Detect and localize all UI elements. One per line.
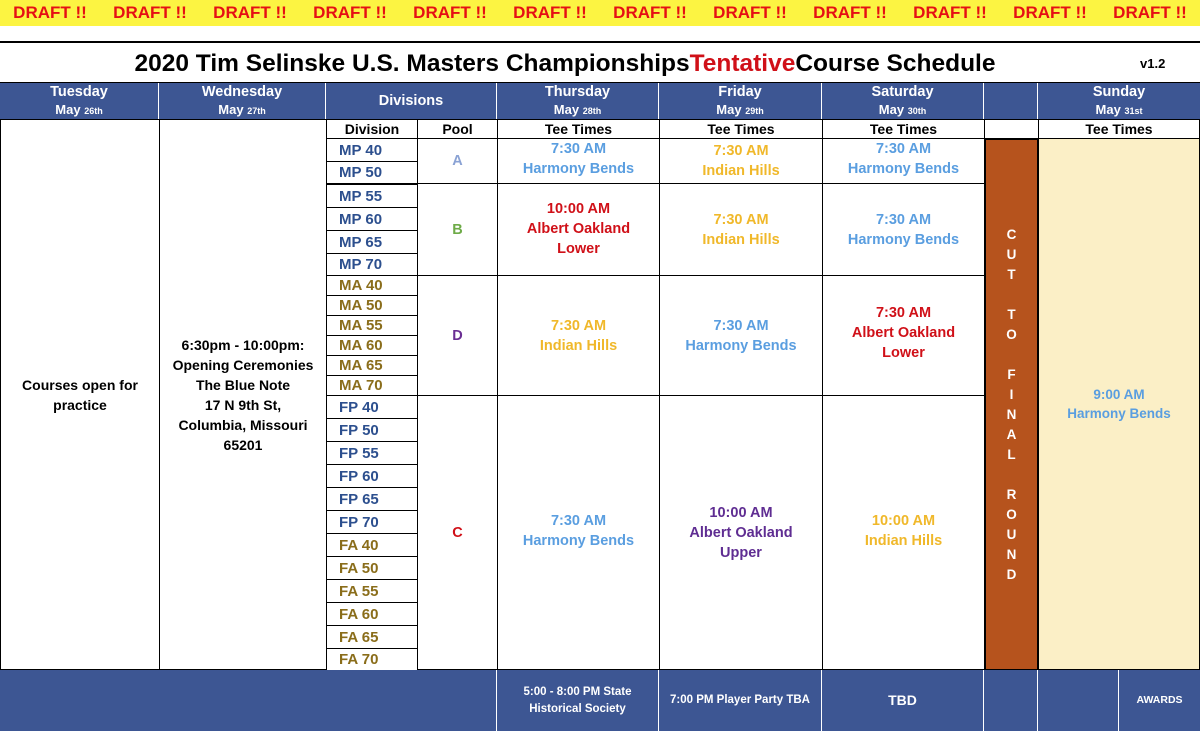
- tee-a-friday-time: 7:30 AM: [713, 143, 769, 159]
- pool-c: [417, 395, 498, 670]
- division-mp-50: MP 50: [326, 161, 418, 184]
- tee-b-friday-time: 7:30 AM: [713, 211, 769, 228]
- tee-b-thursday-course: Albert Oakland: [526, 220, 631, 237]
- subheader-tee-friday: Tee Times: [659, 119, 823, 139]
- draft-label: DRAFT !!: [113, 3, 187, 22]
- wednesday-line-3: The Blue Note: [195, 376, 291, 393]
- header-saturday-day: Saturday: [871, 83, 934, 100]
- pool-a-label: A: [452, 153, 463, 169]
- header-blank: [984, 83, 1038, 119]
- header-sunday-day: Sunday: [1092, 83, 1146, 100]
- cut-letter: T: [1007, 266, 1016, 282]
- draft-label: DRAFT !!: [313, 3, 387, 22]
- subheader-pool: Pool: [417, 119, 498, 139]
- cut-letter: I: [1009, 386, 1014, 402]
- tee-d-thursday: [497, 275, 660, 396]
- header-sunday: [1038, 83, 1200, 119]
- banner-spacer: [0, 26, 1200, 43]
- subheader-tee-saturday: Tee Times: [822, 119, 985, 139]
- pool-b-label: B: [452, 221, 463, 238]
- header-saturday-date: May 30th: [878, 101, 927, 117]
- footer-thursday: [497, 670, 659, 731]
- cut-letter: F: [1007, 366, 1016, 382]
- division-fa-55: FA 55: [326, 579, 418, 603]
- draft-label: DRAFT !!: [13, 3, 87, 22]
- tee-d-thursday-course: Indian Hills: [539, 337, 618, 354]
- division-fp-55: FP 55: [326, 441, 418, 465]
- cut-to-final-round: [985, 139, 1038, 670]
- header-thursday-day: Thursday: [544, 83, 611, 100]
- division-ma-65: MA 65: [326, 355, 418, 376]
- cut-letter: T: [1007, 306, 1016, 322]
- tee-d-saturday: [822, 275, 985, 396]
- draft-label: DRAFT !!: [813, 3, 887, 22]
- tee-d-saturday-course-detail: Lower: [882, 344, 925, 361]
- footer-thursday-line-1: 5:00 - 8:00 PM State: [523, 685, 632, 698]
- header-tuesday: [0, 83, 159, 119]
- cut-letter: U: [1006, 526, 1017, 542]
- division-fp-70: FP 70: [326, 510, 418, 534]
- tuesday-cell: [0, 119, 160, 670]
- cut-letter: D: [1006, 566, 1017, 582]
- tee-b-friday-course: Indian Hills: [702, 231, 780, 248]
- draft-banner: [0, 0, 1200, 26]
- tuesday-line-1: Courses open for: [22, 376, 138, 393]
- tee-a-saturday: [822, 138, 985, 184]
- tee-d-saturday-course: Albert Oakland: [851, 324, 956, 341]
- tee-c-friday-time: 10:00 AM: [709, 504, 773, 521]
- tee-d-friday-time: 7:30 AM: [713, 317, 769, 334]
- tee-b-thursday-course-detail: Lower: [557, 240, 600, 257]
- footer-saturday: TBD: [822, 670, 984, 731]
- cut-letter: O: [1006, 326, 1017, 342]
- wednesday-line-4: 17 N 9th St,: [204, 396, 282, 413]
- pool-c-label: C: [452, 524, 463, 541]
- footer-friday: 7:00 PM Player Party TBA: [659, 670, 822, 731]
- division-fa-70: FA 70: [326, 648, 418, 671]
- title-row: [0, 44, 1200, 83]
- division-ma-50: MA 50: [326, 295, 418, 316]
- tee-c-friday: [659, 395, 823, 670]
- division-fp-60: FP 60: [326, 464, 418, 488]
- footer-sunday-blank: [1038, 670, 1119, 731]
- wednesday-line-2: Opening Ceremonies: [172, 356, 314, 373]
- division-ma-70: MA 70: [326, 375, 418, 396]
- tee-c-thursday: [497, 395, 660, 670]
- division-fa-60: FA 60: [326, 602, 418, 626]
- division-fp-65: FP 65: [326, 487, 418, 511]
- pool-a: [417, 138, 498, 184]
- header-thursday: [497, 83, 659, 119]
- division-mp-40: MP 40: [326, 138, 418, 162]
- header-friday-date: May 29th: [716, 101, 764, 117]
- header-thursday-date: May 28th: [553, 101, 602, 117]
- draft-label: DRAFT !!: [613, 3, 687, 22]
- tee-c-saturday-time: 10:00 AM: [871, 512, 936, 529]
- division-ma-60: MA 60: [326, 335, 418, 356]
- pool-b: [417, 183, 498, 276]
- division-fa-50: FA 50: [326, 556, 418, 580]
- division-ma-55: MA 55: [326, 315, 418, 336]
- tee-a-thursday-course: Harmony Bends: [522, 161, 635, 177]
- tee-a-thursday-time: 7:30 AM: [550, 141, 607, 157]
- tee-a-saturday-time: 7:30 AM: [875, 141, 932, 157]
- tee-b-thursday: [497, 183, 660, 276]
- header-saturday: [822, 83, 984, 119]
- division-fp-40: FP 40: [326, 395, 418, 419]
- tee-a-friday: [659, 138, 823, 184]
- sunday-time: 9:00 AM: [1093, 387, 1145, 402]
- draft-label: DRAFT !!: [913, 3, 987, 22]
- header-divisions-label: Divisions: [378, 93, 444, 109]
- draft-label: DRAFT !!: [1113, 3, 1187, 22]
- wednesday-line-5: Columbia, Missouri: [178, 416, 308, 433]
- cut-letter: A: [1006, 426, 1017, 442]
- wednesday-cell: [159, 119, 327, 670]
- tee-a-friday-course: Indian Hills: [702, 163, 780, 179]
- header-sunday-date: May 31st: [1095, 101, 1143, 117]
- header-friday: [659, 83, 822, 119]
- division-mp-60: MP 60: [326, 207, 418, 231]
- tee-b-saturday-time: 7:30 AM: [875, 211, 932, 228]
- cut-letter: O: [1006, 506, 1017, 522]
- subheader-tee-sunday: Tee Times: [1038, 119, 1200, 139]
- pool-d: [417, 275, 498, 396]
- cut-letter: C: [1006, 226, 1017, 242]
- subheader-blank: [984, 119, 1039, 139]
- tee-a-saturday-course: Harmony Bends: [847, 161, 960, 177]
- tee-c-friday-course-detail: Upper: [720, 544, 762, 561]
- division-fp-50: FP 50: [326, 418, 418, 442]
- header-tuesday-day: Tuesday: [50, 83, 108, 100]
- draft-label: DRAFT !!: [413, 3, 487, 22]
- cut-letter: R: [1006, 486, 1017, 502]
- division-mp-65: MP 65: [326, 230, 418, 254]
- tee-d-saturday-time: 7:30 AM: [875, 304, 932, 321]
- pool-d-label: D: [452, 327, 463, 344]
- draft-label: DRAFT !!: [213, 3, 287, 22]
- tee-d-friday-course: Harmony Bends: [685, 337, 797, 354]
- version-label: v1.2: [1140, 56, 1166, 71]
- subheader-tee-thursday: Tee Times: [497, 119, 660, 139]
- footer-left: [0, 670, 497, 731]
- header-tuesday-date: May 26th: [55, 101, 103, 117]
- division-fa-65: FA 65: [326, 625, 418, 649]
- tuesday-line-2: practice: [53, 396, 107, 413]
- title-tentative: Tentative: [689, 49, 796, 77]
- footer-awards: AWARDS: [1119, 670, 1200, 731]
- wednesday-line-1: 6:30pm - 10:00pm:: [181, 336, 305, 353]
- sunday-course: Harmony Bends: [1067, 406, 1171, 421]
- tee-b-thursday-time: 10:00 AM: [546, 200, 611, 217]
- draft-label: DRAFT !!: [1013, 3, 1087, 22]
- tee-a-thursday: [497, 138, 660, 184]
- header-friday-day: Friday: [718, 83, 762, 100]
- cut-letter: U: [1006, 246, 1017, 262]
- tee-c-saturday-course: Indian Hills: [864, 532, 943, 549]
- header-wednesday-day: Wednesday: [201, 83, 283, 100]
- header-wednesday-date: May 27th: [218, 101, 266, 117]
- tee-d-thursday-time: 7:30 AM: [550, 317, 607, 334]
- division-fa-40: FA 40: [326, 533, 418, 557]
- division-mp-70: MP 70: [326, 253, 418, 276]
- title-part-2: Course Schedule: [795, 49, 996, 77]
- tee-d-friday: [659, 275, 823, 396]
- sunday-tee-block: [1038, 138, 1200, 670]
- tee-b-friday: [659, 183, 823, 276]
- draft-label: DRAFT !!: [513, 3, 587, 22]
- tee-b-saturday-course: Harmony Bends: [847, 231, 960, 248]
- footer-thursday-line-2: Historical Society: [529, 702, 626, 715]
- subheader-division: Division: [326, 119, 418, 139]
- division-mp-55: MP 55: [326, 184, 418, 208]
- tee-c-thursday-course: Harmony Bends: [522, 532, 635, 549]
- cut-letter: N: [1006, 406, 1017, 422]
- division-ma-40: MA 40: [326, 275, 418, 296]
- tee-c-friday-course: Albert Oakland: [689, 524, 793, 541]
- header-divisions: [326, 83, 497, 119]
- cut-letter: L: [1007, 446, 1016, 462]
- tee-c-saturday: [822, 395, 985, 670]
- wednesday-line-6: 65201: [223, 436, 263, 453]
- draft-label: DRAFT !!: [713, 3, 787, 22]
- footer-cut-blank: [984, 670, 1038, 731]
- header-wednesday: [159, 83, 326, 119]
- title-part-1: 2020 Tim Selinske U.S. Masters Championships: [134, 49, 690, 77]
- page-title: [0, 44, 1130, 83]
- cut-letter: N: [1006, 546, 1017, 562]
- tee-c-thursday-time: 7:30 AM: [550, 512, 607, 529]
- tee-b-saturday: [822, 183, 985, 276]
